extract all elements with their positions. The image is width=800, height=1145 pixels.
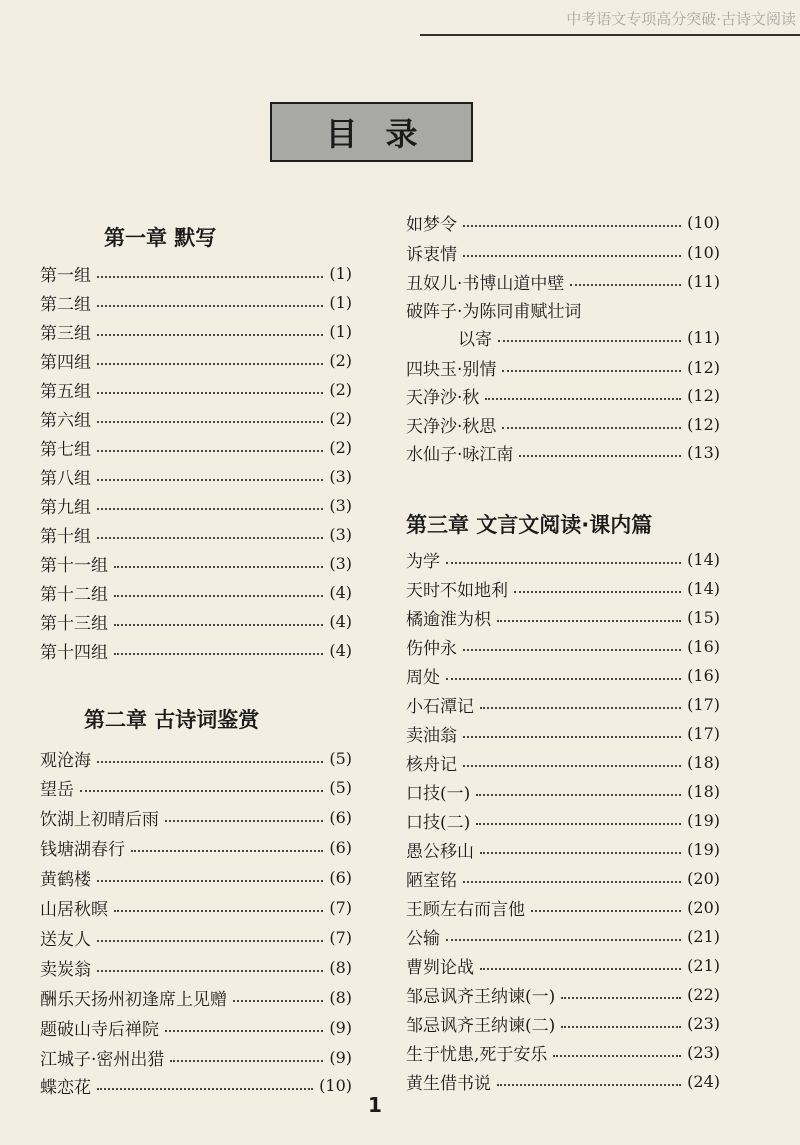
entry-page: (6) xyxy=(329,837,352,857)
toc-entry[interactable] xyxy=(406,776,720,806)
toc-entry[interactable] xyxy=(406,747,720,777)
leader-dots xyxy=(480,851,681,854)
entry-label: 四块玉·别情 xyxy=(406,359,497,380)
entry-page: (12) xyxy=(687,414,720,434)
toc-entry[interactable] xyxy=(40,403,352,433)
toc-entry[interactable] xyxy=(406,1037,720,1067)
entry-page: (20) xyxy=(687,897,720,917)
entry-label: 第十一组 xyxy=(40,555,108,576)
toc-entry[interactable] xyxy=(40,519,352,549)
entry-label: 钱塘湖春行 xyxy=(40,839,125,860)
leader-dots xyxy=(463,648,681,651)
entry-label: 第十二组 xyxy=(40,584,108,605)
leader-dots xyxy=(97,1087,313,1090)
entry-page: (22) xyxy=(687,984,720,1004)
entry-page: (14) xyxy=(687,578,720,598)
toc-entry[interactable] xyxy=(40,316,352,346)
entry-page: (10) xyxy=(687,242,720,262)
entry-label: 如梦令 xyxy=(406,214,457,235)
entry-label: 生于忧患,死于安乐 xyxy=(406,1044,548,1065)
entry-page: (8) xyxy=(329,957,352,977)
chapter-heading-1: 第一章 默写 xyxy=(104,226,217,250)
leader-dots xyxy=(514,590,681,593)
entry-page: (11) xyxy=(687,327,720,347)
entry-label: 第九组 xyxy=(40,497,91,518)
toc-entry[interactable] xyxy=(40,287,352,317)
toc-entry[interactable] xyxy=(406,544,720,574)
entry-label: 第一组 xyxy=(40,265,91,286)
entry-page: (6) xyxy=(329,807,352,827)
entry-label: 水仙子·咏江南 xyxy=(406,444,514,465)
toc-entry[interactable] xyxy=(40,922,352,952)
toc-entry[interactable] xyxy=(40,743,352,773)
entry-page: (5) xyxy=(329,748,352,768)
toc-entry[interactable] xyxy=(406,950,720,980)
leader-dots xyxy=(485,397,681,400)
leader-dots xyxy=(502,426,681,429)
toc-title: 目录 xyxy=(325,115,446,153)
entry-label: 卖油翁 xyxy=(406,725,457,746)
entry-label: 第十四组 xyxy=(40,642,108,663)
leader-dots xyxy=(497,619,681,622)
leader-dots xyxy=(463,254,681,257)
entry-label: 公输 xyxy=(406,928,440,949)
toc-entry[interactable] xyxy=(40,832,352,862)
toc-entry[interactable] xyxy=(406,631,720,661)
entry-label: 丑奴儿·书博山道中壁 xyxy=(406,273,565,294)
leader-dots xyxy=(114,652,323,655)
toc-entry[interactable] xyxy=(406,266,720,296)
entry-label: 酬乐天扬州初逢席上见赠 xyxy=(40,989,227,1010)
entry-page: (1) xyxy=(329,263,352,283)
leader-dots xyxy=(97,478,323,481)
entry-page: (3) xyxy=(329,524,352,544)
leader-dots xyxy=(97,879,323,882)
entry-label: 第五组 xyxy=(40,381,91,402)
toc-entry[interactable] xyxy=(40,345,352,375)
toc-entry[interactable] xyxy=(40,1012,352,1042)
entry-label: 题破山寺后禅院 xyxy=(40,1019,159,1040)
leader-dots xyxy=(570,283,681,286)
leader-dots xyxy=(480,967,681,970)
toc-entry[interactable] xyxy=(406,380,720,410)
entry-label: 天净沙·秋 xyxy=(406,387,480,408)
entry-page: (2) xyxy=(329,350,352,370)
leader-dots xyxy=(553,1054,681,1057)
leader-dots xyxy=(97,449,323,452)
entry-label: 核舟记 xyxy=(406,754,457,775)
entry-label: 第十组 xyxy=(40,526,91,547)
leader-dots xyxy=(480,706,681,709)
entry-page: (1) xyxy=(329,292,352,312)
entry-page: (2) xyxy=(329,408,352,428)
entry-label: 饮湖上初晴后雨 xyxy=(40,809,159,830)
leader-dots xyxy=(446,677,681,680)
leader-dots xyxy=(165,1029,323,1032)
entry-page: (9) xyxy=(329,1047,352,1067)
toc-entry[interactable] xyxy=(40,952,352,982)
entry-page: (19) xyxy=(687,839,720,859)
entry-page: (9) xyxy=(329,1017,352,1037)
leader-dots xyxy=(498,339,681,342)
toc-entry[interactable] xyxy=(40,1042,352,1072)
leader-dots xyxy=(463,764,681,767)
leader-dots xyxy=(497,1083,681,1086)
leader-dots xyxy=(476,793,681,796)
entry-label: 橘逾淮为枳 xyxy=(406,609,491,630)
entry-page: (2) xyxy=(329,379,352,399)
leader-dots xyxy=(97,969,323,972)
toc-entry-continuation[interactable] xyxy=(406,322,720,352)
entry-page: (16) xyxy=(687,636,720,656)
leader-dots xyxy=(97,275,323,278)
toc-entry[interactable] xyxy=(406,437,720,467)
entry-page: (24) xyxy=(687,1071,720,1091)
entry-label: 黄鹤楼 xyxy=(40,869,91,890)
entry-page: (21) xyxy=(687,926,720,946)
toc-entry[interactable] xyxy=(40,802,352,832)
entry-page: (10) xyxy=(319,1075,352,1095)
leader-dots xyxy=(463,224,681,227)
entry-label: 曹刿论战 xyxy=(406,957,474,978)
entry-label-continuation: 以寄 xyxy=(458,329,492,350)
leader-dots xyxy=(97,420,323,423)
entry-label: 口技(二) xyxy=(406,812,471,833)
entry-page: (23) xyxy=(687,1013,720,1033)
toc-entry[interactable] xyxy=(40,635,352,665)
entry-label: 蝶恋花 xyxy=(40,1077,91,1098)
entry-page: (3) xyxy=(329,495,352,515)
entry-label: 天净沙·秋思 xyxy=(406,416,497,437)
toc-entry[interactable] xyxy=(406,718,720,748)
toc-entry[interactable] xyxy=(406,863,720,893)
leader-dots xyxy=(165,819,323,822)
entry-page: (19) xyxy=(687,810,720,830)
leader-dots xyxy=(97,536,323,539)
entry-label: 诉衷情 xyxy=(406,244,457,265)
entry-page: (12) xyxy=(687,385,720,405)
entry-label: 望岳 xyxy=(40,779,74,800)
toc-entry[interactable] xyxy=(406,834,720,864)
entry-label: 送友人 xyxy=(40,929,91,950)
entry-page: (17) xyxy=(687,723,720,743)
leader-dots xyxy=(446,561,681,564)
entry-label: 天时不如地利 xyxy=(406,580,508,601)
toc-entry[interactable] xyxy=(40,490,352,520)
entry-label: 王顾左右而言他 xyxy=(406,899,525,920)
leader-dots xyxy=(233,999,323,1002)
toc-entry[interactable] xyxy=(40,606,352,636)
entry-page: (15) xyxy=(687,607,720,627)
leader-dots xyxy=(114,565,323,568)
chapter-heading-3: 第三章 文言文阅读·课内篇 xyxy=(406,513,653,537)
toc-entry[interactable] xyxy=(40,374,352,404)
entry-page: (20) xyxy=(687,868,720,888)
toc-entry[interactable] xyxy=(406,352,720,382)
entry-label: 卖炭翁 xyxy=(40,959,91,980)
entry-label: 周处 xyxy=(406,667,440,688)
leader-dots xyxy=(561,996,681,999)
toc-entry[interactable] xyxy=(40,982,352,1012)
toc-entry[interactable] xyxy=(406,573,720,603)
entry-page: (14) xyxy=(687,549,720,569)
leader-dots xyxy=(97,304,323,307)
toc-entry[interactable] xyxy=(406,602,720,632)
running-header: 中考语文专项高分突破·古诗文阅读 xyxy=(566,10,796,28)
entry-page: (3) xyxy=(329,466,352,486)
toc-entry[interactable] xyxy=(40,772,352,802)
toc-entry[interactable] xyxy=(406,1066,720,1096)
entry-page: (8) xyxy=(329,987,352,1007)
toc-entry[interactable] xyxy=(40,1070,352,1100)
leader-dots xyxy=(463,880,681,883)
header-rule xyxy=(420,34,800,36)
entry-page: (21) xyxy=(687,955,720,975)
toc-entry[interactable] xyxy=(406,979,720,1009)
toc-title-box xyxy=(270,102,473,162)
entry-page: (1) xyxy=(329,321,352,341)
leader-dots xyxy=(114,909,323,912)
toc-entry[interactable] xyxy=(406,1008,720,1038)
entry-label: 陋室铭 xyxy=(406,870,457,891)
leader-dots xyxy=(97,333,323,336)
toc-entry[interactable] xyxy=(406,237,720,267)
entry-page: (2) xyxy=(329,437,352,457)
entry-label: 第三组 xyxy=(40,323,91,344)
entry-label: 第十三组 xyxy=(40,613,108,634)
chapter-heading-2: 第二章 古诗词鉴赏 xyxy=(84,708,260,732)
toc-entry[interactable] xyxy=(40,862,352,892)
entry-label: 第七组 xyxy=(40,439,91,460)
page-number: 1 xyxy=(368,1093,382,1117)
toc-entry[interactable] xyxy=(40,461,352,491)
entry-label: 为学 xyxy=(406,551,440,572)
entry-page: (18) xyxy=(687,781,720,801)
toc-entry[interactable] xyxy=(40,432,352,462)
entry-label: 口技(一) xyxy=(406,783,471,804)
entry-page: (17) xyxy=(687,694,720,714)
leader-dots xyxy=(114,623,323,626)
entry-label: 邹忌讽齐王纳谏(二) xyxy=(406,1015,556,1036)
entry-label: 伤仲永 xyxy=(406,638,457,659)
leader-dots xyxy=(97,507,323,510)
entry-label: 破阵子·为陈同甫赋壮词 xyxy=(406,301,582,322)
leader-dots xyxy=(463,735,681,738)
toc-entry[interactable] xyxy=(40,258,352,288)
entry-page: (10) xyxy=(687,212,720,232)
leader-dots xyxy=(97,939,323,942)
leader-dots xyxy=(97,760,323,763)
toc-entry[interactable] xyxy=(406,921,720,951)
toc-entry[interactable] xyxy=(406,689,720,719)
toc-entry[interactable] xyxy=(406,409,720,439)
entry-label: 山居秋暝 xyxy=(40,899,108,920)
toc-entry[interactable] xyxy=(40,892,352,922)
leader-dots xyxy=(531,909,681,912)
entry-page: (23) xyxy=(687,1042,720,1062)
toc-entry[interactable] xyxy=(406,805,720,835)
toc-entry[interactable] xyxy=(40,577,352,607)
entry-page: (6) xyxy=(329,867,352,887)
entry-page: (3) xyxy=(329,553,352,573)
entry-label: 第八组 xyxy=(40,468,91,489)
entry-label: 第二组 xyxy=(40,294,91,315)
entry-label: 愚公移山 xyxy=(406,841,474,862)
entry-page: (4) xyxy=(329,611,352,631)
entry-page: (12) xyxy=(687,357,720,377)
leader-dots xyxy=(561,1025,681,1028)
leader-dots xyxy=(114,594,323,597)
entry-page: (7) xyxy=(329,927,352,947)
entry-label: 观沧海 xyxy=(40,750,91,771)
leader-dots xyxy=(502,369,681,372)
entry-page: (13) xyxy=(687,442,720,462)
entry-page: (4) xyxy=(329,582,352,602)
toc-entry[interactable] xyxy=(406,660,720,690)
entry-label: 小石潭记 xyxy=(406,696,474,717)
toc-entry-wrapped[interactable] xyxy=(406,294,720,324)
entry-label: 第六组 xyxy=(40,410,91,431)
leader-dots xyxy=(519,454,681,457)
entry-page: (18) xyxy=(687,752,720,772)
leader-dots xyxy=(131,849,323,852)
leader-dots xyxy=(80,789,323,792)
toc-entry[interactable] xyxy=(40,548,352,578)
leader-dots xyxy=(170,1059,323,1062)
entry-page: (7) xyxy=(329,897,352,917)
entry-page: (5) xyxy=(329,777,352,797)
entry-label: 江城子·密州出猎 xyxy=(40,1049,165,1070)
leader-dots xyxy=(476,822,681,825)
leader-dots xyxy=(97,362,323,365)
entry-page: (4) xyxy=(329,640,352,660)
toc-entry[interactable] xyxy=(406,892,720,922)
entry-label: 邹忌讽齐王纳谏(一) xyxy=(406,986,556,1007)
entry-label: 黄生借书说 xyxy=(406,1073,491,1094)
entry-label: 第四组 xyxy=(40,352,91,373)
entry-page: (16) xyxy=(687,665,720,685)
leader-dots xyxy=(97,391,323,394)
entry-page: (11) xyxy=(687,271,720,291)
toc-entry[interactable] xyxy=(406,207,720,237)
leader-dots xyxy=(446,938,681,941)
